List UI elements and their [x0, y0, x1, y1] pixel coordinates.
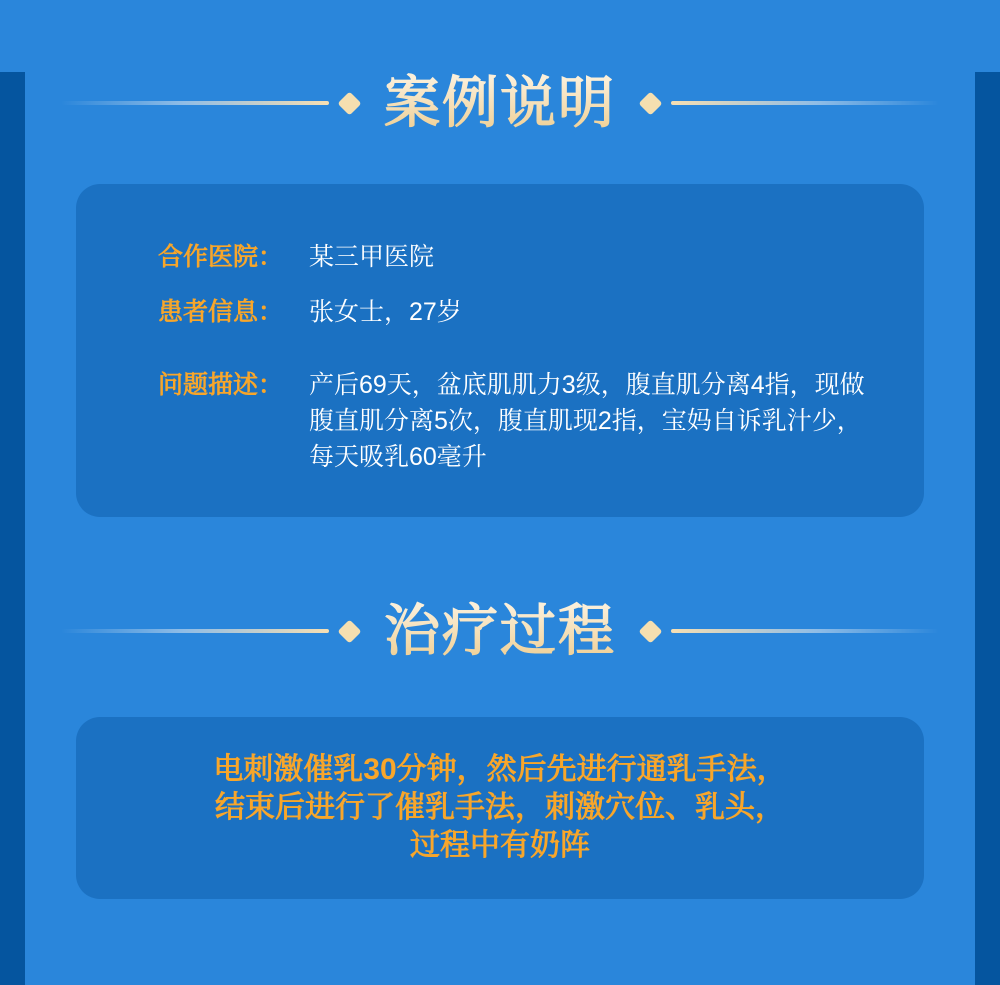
- decorative-line-right: [671, 629, 939, 633]
- diamond-icon: [337, 619, 361, 643]
- treatment-line: 结束后进行了催乳手法，刺激穴位、乳头，: [215, 791, 785, 824]
- page-content: [0, 72, 1000, 985]
- treatment-description: [213, 751, 786, 865]
- treatment-line: 过程中有奶阵: [410, 829, 590, 862]
- case-section-title: 案例说明: [384, 71, 616, 134]
- problem-label: 问题描述：: [158, 371, 284, 399]
- diamond-icon: [638, 91, 662, 115]
- hospital-row: [158, 240, 874, 274]
- treatment-process-card: [76, 717, 924, 899]
- hospital-value: 某三甲医院: [309, 243, 435, 271]
- hospital-label: 合作医院：: [158, 243, 284, 271]
- treatment-line: 电刺激催乳30分钟，然后先进行通乳手法，: [213, 753, 787, 786]
- patient-row: [158, 295, 874, 329]
- patient-label: 患者信息：: [158, 298, 284, 326]
- decorative-line-left: [61, 101, 329, 105]
- decorative-line-right: [671, 101, 939, 105]
- treatment-section-title: 治疗过程: [384, 599, 616, 662]
- diamond-icon: [337, 91, 361, 115]
- problem-line: 腹直肌分离5次，腹直肌现2指，宝妈自诉乳汁少，: [309, 407, 862, 435]
- problem-row: [158, 367, 874, 475]
- section-header-case: [0, 72, 1000, 134]
- problem-line: 产后69天，盆底肌肌力3级，腹直肌分离4指，现做: [309, 371, 865, 399]
- diamond-icon: [638, 619, 662, 643]
- decorative-line-left: [61, 629, 329, 633]
- section-header-treatment: [0, 600, 1000, 662]
- problem-value: [309, 367, 865, 475]
- patient-value: 张女士，27岁: [309, 298, 462, 326]
- case-info-card: [76, 184, 924, 517]
- problem-line: 每天吸乳60毫升: [309, 443, 487, 471]
